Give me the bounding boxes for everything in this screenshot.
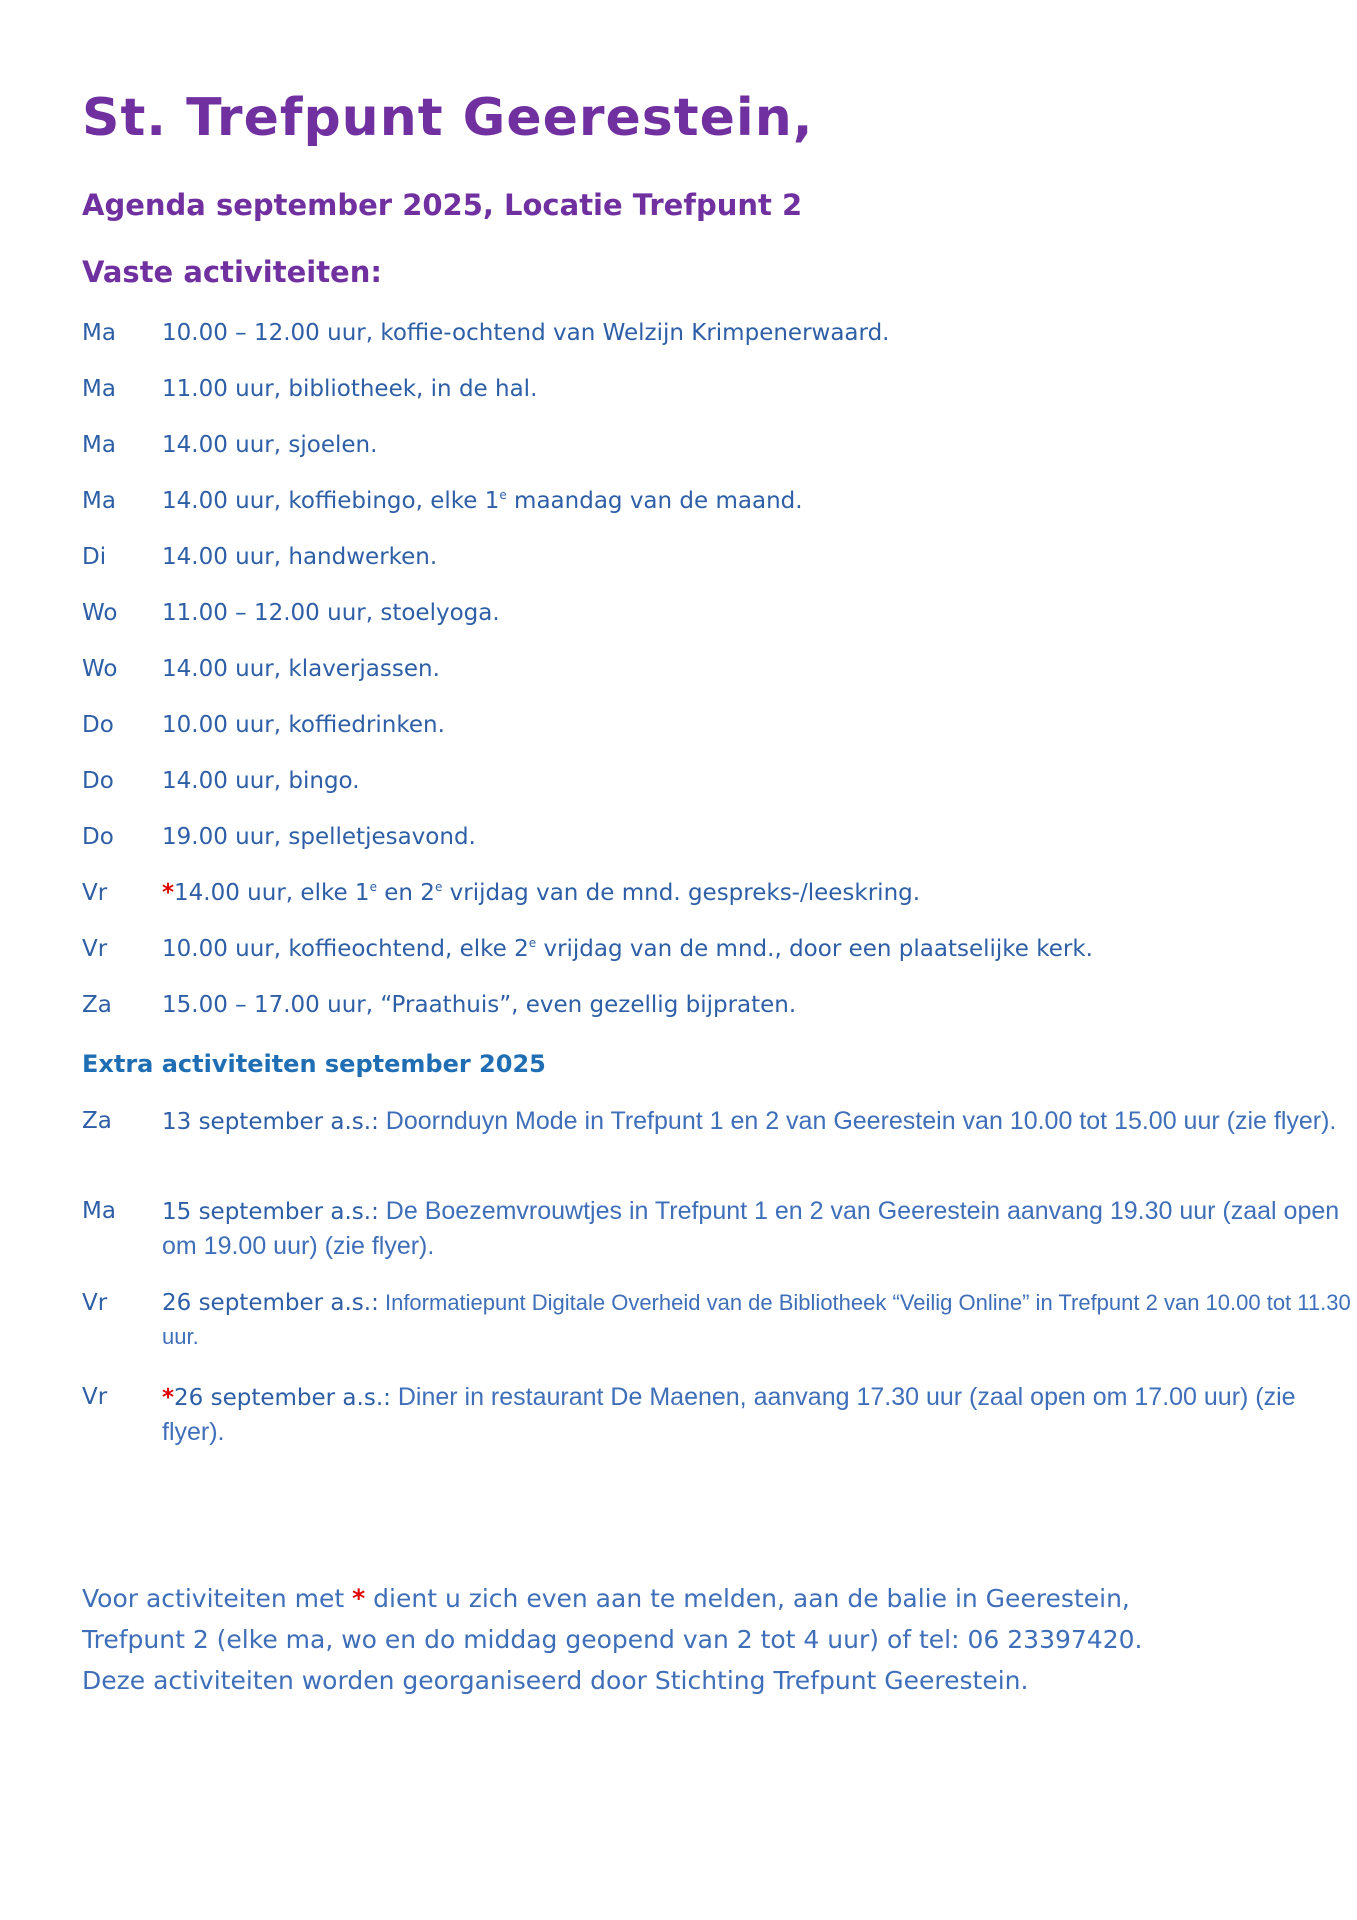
activity-day: Ma: [82, 432, 116, 458]
activity-day: Di: [82, 544, 107, 570]
agenda-subtitle: Agenda september 2025, Locatie Trefpunt 2: [82, 188, 803, 222]
activity-text: 14.00 uur, handwerken.: [162, 544, 438, 570]
activity-text: 13 september a.s.: Doornduyn Mode in Trefpunt 1 en 2 van Geerestein van 10.00 tot 15.00 uur (zie flyer).: [162, 1107, 1337, 1135]
footer-note: [82, 1578, 1302, 1701]
activity-text: 14.00 uur, bingo.: [162, 768, 360, 794]
activity-text: 14.00 uur, sjoelen.: [162, 432, 378, 458]
page-title: St. Trefpunt Geerestein,: [82, 88, 814, 148]
registration-asterisk: *: [162, 1385, 175, 1411]
activity-text: *14.00 uur, elke 1e en 2e vrijdag van de mnd. gespreks-/leeskring.: [162, 880, 921, 906]
fixed-activities-heading: Vaste activiteiten:: [82, 255, 382, 289]
activity-day: Ma: [82, 488, 116, 514]
activity-day: Do: [82, 824, 114, 850]
activity-day: Za: [82, 1108, 112, 1134]
activity-day: Ma: [82, 320, 116, 346]
activity-day: Vr: [82, 1384, 108, 1410]
activity-text: 26 september a.s.: Informatiepunt Digitale Overheid van de Bibliotheek “Veilig Online” in Trefpunt 2 van 10.00 tot 11.30 uur.: [162, 1290, 1351, 1349]
activity-text: 11.00 uur, bibliotheek, in de hal.: [162, 376, 538, 402]
activity-day: Za: [82, 992, 112, 1018]
activity-day: Vr: [82, 936, 108, 962]
activity-text: 14.00 uur, klaverjassen.: [162, 656, 440, 682]
activity-text: 19.00 uur, spelletjesavond.: [162, 824, 476, 850]
footer-line-2: Trefpunt 2 (elke ma, wo en do middag geopend van 2 tot 4 uur) of tel: 06 23397420.: [82, 1625, 1143, 1654]
registration-asterisk: *: [162, 880, 175, 906]
activity-text: 15.00 – 17.00 uur, “Praathuis”, even gezellig bijpraten.: [162, 992, 797, 1018]
activity-day: Ma: [82, 376, 116, 402]
activity-day: Do: [82, 768, 114, 794]
activity-day: Do: [82, 712, 114, 738]
activity-text: 11.00 – 12.00 uur, stoelyoga.: [162, 600, 500, 626]
activity-day: Ma: [82, 1198, 116, 1224]
activity-day: Wo: [82, 656, 118, 682]
activity-day: Vr: [82, 1290, 108, 1316]
footer-line-3: Deze activiteiten worden georganiseerd door Stichting Trefpunt Geerestein.: [82, 1666, 1029, 1695]
activity-text: 14.00 uur, koffiebingo, elke 1e maandag van de maand.: [162, 488, 803, 514]
activity-text: 10.00 uur, koffiedrinken.: [162, 712, 445, 738]
activity-text: *26 september a.s.: Diner in restaurant De Maenen, aanvang 17.30 uur (zaal open om 17.00 uur) (zie flyer).: [162, 1383, 1296, 1446]
registration-asterisk: *: [352, 1584, 366, 1613]
activity-text: 10.00 – 12.00 uur, koffie-ochtend van Welzijn Krimpenerwaard.: [162, 320, 890, 346]
extra-activities-heading: Extra activiteiten september 2025: [82, 1050, 546, 1078]
footer-line-1: Voor activiteiten met * dient u zich even aan te melden, aan de balie in Geerestein,: [82, 1584, 1130, 1613]
activity-text: 15 september a.s.: De Boezemvrouwtjes in Trefpunt 1 en 2 van Geerestein aanvang 19.30 uur (zaal open om 19.00 uur) (zie flyer).: [162, 1197, 1340, 1260]
activity-day: Wo: [82, 600, 118, 626]
activity-day: Vr: [82, 880, 108, 906]
activity-text: 10.00 uur, koffieochtend, elke 2e vrijdag van de mnd., door een plaatselijke kerk.: [162, 936, 1093, 962]
